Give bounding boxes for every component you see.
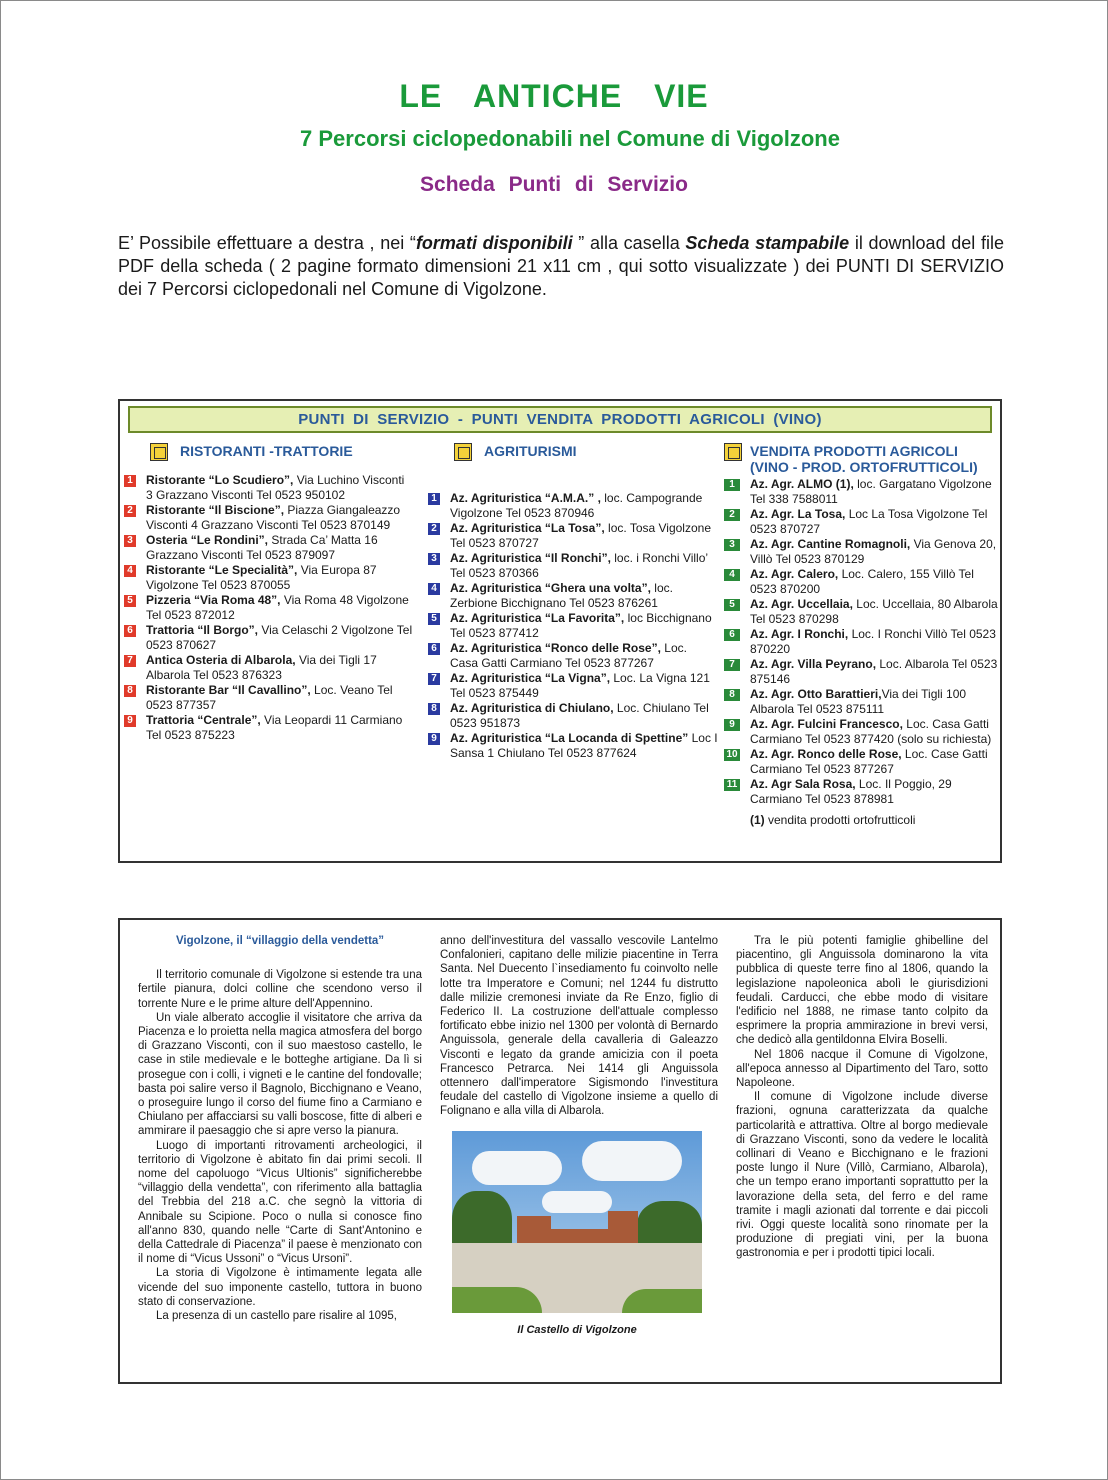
agriturismo-item-text: Az. Agrituristica “Ronco delle Rose”, Loc. Casa Gatti Carmiano Tel 0523 877267 [450, 641, 687, 670]
vendita-list [724, 477, 1000, 807]
number-badge: 5 [124, 595, 136, 607]
number-badge: 10 [724, 749, 740, 761]
agriturismo-item-text: Az. Agrituristica “A.M.A.” , loc. Campogrande Vigolzone Tel 0523 870946 [450, 491, 703, 520]
ristorante-item-text: Trattoria “Centrale”, Via Leopardi 11 Carmiano Tel 0523 875223 [146, 713, 403, 742]
number-badge: 4 [124, 565, 136, 577]
agriturismo-item [428, 701, 718, 731]
agriturismo-item [428, 551, 718, 581]
agriturismo-item-text: Az. Agrituristica “La Tosa”, loc. Tosa Vigolzone Tel 0523 870727 [450, 521, 711, 550]
number-badge: 4 [724, 569, 740, 581]
number-badge: 7 [124, 655, 136, 667]
vendita-item [724, 717, 1000, 747]
number-badge: 9 [724, 719, 740, 731]
services-card [118, 399, 1002, 863]
article-paragraph: Luogo di importanti ritrovamenti archeologici, il territorio di Vigolzone è abitato fin dai primi secoli. Il nome del capoluogo “Vìcus Ultionis” significherebbe “villaggio della vendetta”, con riferimento alla battaglia del Trebbia del 218 a.C. che segnò la vittoria di Annibale su Scipione. Poco o nulla si conosce fino all'anno 830, quando nelle “Carte di Sant'Antonino e della Cattedrale di Piacenza” il paese è menzionato con il nome di “Vicus Ussoni” o “Vicus Ursoni”. [138, 1139, 422, 1266]
article-paragraph: Il territorio comunale di Vigolzone si estende tra una fertile pianura, dolci colline che scendono verso il torrente Nure e le prime alture dell'Appennino. [138, 969, 422, 1010]
number-badge: 3 [428, 553, 440, 565]
vendita-item [724, 567, 1000, 597]
agriturismo-item-text: Az. Agrituristica “La Locanda di Spettine” Loc I Sansa 1 Chiulano Tel 0523 877624 [450, 731, 718, 760]
agriturismo-item-text: Az. Agrituristica “La Vigna”, Loc. La Vigna 121 Tel 0523 875449 [450, 671, 710, 700]
ristorante-item-text: Ristorante Bar “Il Cavallino”, Loc. Veano Tel 0523 877357 [146, 683, 393, 712]
ristoranti-heading: RISTORANTI -TRATTORIE [124, 443, 414, 473]
number-badge: 7 [724, 659, 740, 671]
ristorante-item-text: Antica Osteria di Albarola, Via dei Tigli 17 Albarola Tel 0523 876323 [146, 653, 377, 682]
article-paragraph: Un viale alberato accoglie il visitatore che arriva da Piacenza e lo proietta nella magica atmosfera del borgo di Grazzano Visconti, con il suo maestoso castello, le case in stile medievale e le botteghe artigiane. Da lì si prosegue con i colli, i vigneti e le cantine del fondovalle; basta poi salire verso il Bagnolo, Bicchignano e Veano, o proseguire lungo il corso del fiume fino a Carmiano e Chiulano per affacciarsi su valli boscose, fitte di alberi e ammirare il paesaggio che si apre verso la pianura. [138, 1011, 422, 1138]
number-badge: 9 [124, 715, 136, 727]
wine-bottle-icon [724, 443, 742, 461]
number-badge: 1 [428, 493, 440, 505]
agriturismo-item [428, 521, 718, 551]
ristorante-item [124, 563, 414, 593]
article-paragraph: La presenza di un castello pare risalire al 1095, [156, 1310, 398, 1323]
vendita-item-text: Az. Agr. Villa Peyrano, Loc. Albarola Tel 0523 875146 [750, 657, 998, 686]
ristoranti-list [124, 473, 414, 743]
number-badge: 9 [428, 733, 440, 745]
number-badge: 3 [124, 535, 136, 547]
vendita-item [724, 657, 1000, 687]
agriturismi-list [428, 491, 718, 761]
agriturismo-item-text: Az. Agrituristica “Ghera una volta”, loc. Zerbione Bicchignano Tel 0523 876261 [450, 581, 673, 610]
agriturismi-column [428, 443, 718, 761]
page-subtitle: 7 Percorsi ciclopedonabili nel Comune di Vigolzone [300, 126, 840, 151]
article-column-1 [138, 934, 422, 1323]
ristoranti-column [124, 443, 414, 743]
vendita-item [724, 537, 1000, 567]
intro-paragraph: E’ Possibile effettuare a destra , nei “formati disponibili ” alla casella Scheda stampabile il download del file PDF della scheda ( 2 pagine formato dimensioni 21 x11 cm , qui sotto visualizzate ) dei PUNTI DI SERVIZIO dei 7 Percorsi ciclopedonali nel Comune di Vigolzone. [118, 233, 1004, 299]
article-title: Vigolzone, il “villaggio della vendetta” [175, 935, 385, 947]
vendita-item-text: Az. Agr. Ronco delle Rose, Loc. Case Gatti Carmiano Tel 0523 877267 [750, 747, 988, 776]
article-column-3 [736, 934, 988, 1261]
number-badge: 8 [428, 703, 440, 715]
article-card [118, 918, 1002, 1384]
agriturismo-item [428, 491, 718, 521]
vendita-item-text: Az. Agr. Otto Barattieri,Via dei Tigli 100 Albarola Tel 0523 875111 [750, 687, 967, 716]
ristorante-item-text: Trattoria “Il Borgo”, Via Celaschi 2 Vigolzone Tel 0523 870627 [146, 623, 413, 652]
agriturismo-item-text: Az. Agrituristica “Il Ronchi”, loc. i Ronchi Villo’ Tel 0523 870366 [450, 551, 708, 580]
vendita-item-text: Az. Agr. Cantine Romagnoli, Via Genova 20, Villò Tel 0523 870129 [750, 537, 997, 566]
ristorante-item [124, 503, 414, 533]
number-badge: 6 [428, 643, 440, 655]
ristorante-item [124, 473, 414, 503]
agriturismo-item [428, 641, 718, 671]
article-paragraph: Nel 1806 nacque il Comune di Vigolzone, all'epoca annesso al Dipartimento del Taro, sotto Napoleone. [736, 1048, 988, 1090]
vendita-item-text: Az. Agr. Calero, Loc. Calero, 155 Villò Tel 0523 870200 [750, 567, 974, 596]
vendita-item-text: Az. Agr Sala Rosa, Loc. Il Poggio, 29 Carmiano Tel 0523 878981 [750, 777, 952, 806]
article-column-2-text: anno dell'investitura del vassallo vescovile Lantelmo Confalonieri, capitano delle milizie piacentine in Terra Santa. Nel Duecento l`insediamento fu coinvolto nelle lotte tra Imperatore e Comuni; nel 1244 fu distrutto dalle milizie cremonesi inviate da Re Enzo, figlio di Federico II. La costruzione dell'attuale complesso fortificato ebbe inizio nel 1300 per volontà di Bernardo Anguissola, generale della cavalleria di Galeazzo Visconti e legato da grande amicizia con il poeta Francesco Petrarca. Nei 1414 gli Anguissola ottennero dall'imperatore Sigismondo l'investitura feudale del castello di Vigolzone insieme a quello di Folignano e alla villa di Albarola. [440, 935, 718, 1118]
vendita-item [724, 597, 1000, 627]
ristorante-item-text: Pizzeria “Via Roma 48”, Via Roma 48 Vigolzone Tel 0523 872012 [146, 593, 409, 622]
vendita-item-text: Az. Agr. Fulcini Francesco, Loc. Casa Gatti Carmiano Tel 0523 877420 (solo su richiesta) [750, 717, 992, 746]
vendita-item [724, 747, 1000, 777]
farmhouse-icon [454, 443, 472, 461]
number-badge: 2 [428, 523, 440, 535]
castle-photo [452, 1131, 702, 1313]
ristorante-item [124, 623, 414, 653]
number-badge: 5 [428, 613, 440, 625]
article-column-2 [440, 934, 718, 1337]
number-badge: 11 [724, 779, 740, 791]
agriturismo-item-text: Az. Agrituristica di Chiulano, Loc. Chiulano Tel 0523 951873 [450, 701, 709, 730]
number-badge: 1 [124, 475, 136, 487]
vendita-item [724, 687, 1000, 717]
agriturismo-item-text: Az. Agrituristica “La Favorita”, loc Bicchignano Tel 0523 877412 [450, 611, 712, 640]
number-badge: 8 [124, 685, 136, 697]
number-badge: 6 [124, 625, 136, 637]
ristorante-item-text: Ristorante “Il Biscione”, Piazza Giangaleazzo Visconti 4 Grazzano Visconti Tel 0523 870149 [146, 503, 401, 532]
vendita-item-text: Az. Agr. I Ronchi, Loc. I Ronchi Villò Tel 0523 870220 [750, 627, 996, 656]
vendita-item-text: Az. Agr. Uccellaia, Loc. Uccellaia, 80 Albarola Tel 0523 870298 [750, 597, 998, 626]
ristorante-item-text: Osteria “Le Rondini”, Strada Ca’ Matta 16 Grazzano Visconti Tel 0523 879097 [146, 533, 378, 562]
number-badge: 1 [724, 479, 740, 491]
formati-disponibili-text: formati disponibili [415, 233, 573, 253]
vendita-item [724, 507, 1000, 537]
article-paragraph: La storia di Vigolzone è intimamente legata alle vicende del suo imponente castello, tuttora in buono stato di conservazione. [138, 1267, 422, 1308]
ristorante-item [124, 653, 414, 683]
number-badge: 7 [428, 673, 440, 685]
agriturismo-item [428, 611, 718, 641]
number-badge: 4 [428, 583, 440, 595]
ristorante-item [124, 593, 414, 623]
ristorante-item [124, 533, 414, 563]
number-badge: 2 [124, 505, 136, 517]
article-paragraph: Tra le più potenti famiglie ghibelline del piacentino, gli Anguissola dominarono la vita pubblica di queste terre fino al 1806, quando la legislazione napoleonica abolì le giurisdizioni feudali. Carducci, che ebbe modo di visitare l'edificio nel 1888, ne rimase tanto colpito da esprimere la propria ammirazione in brevi versi, che dedicò alla gentildonna Elvira Boselli. [736, 935, 988, 1047]
page-title: LE ANTICHE VIE [399, 78, 709, 114]
agriturismo-item [428, 581, 718, 611]
vendita-item [724, 777, 1000, 807]
number-badge: 5 [724, 599, 740, 611]
fork-knife-icon [150, 443, 168, 461]
article-paragraph: Il comune di Vigolzone include diverse frazioni, ognuna caratterizzata da qualche particolarità e attrattiva. Oltre al borgo medievale di Grazzano Visconti, sono da vedere le località collinari di Veano e Bicchignano e le frazioni poste lungo il Nure (Villò, Carmiano, Albarola), che un tempo erano importanti soprattutto per la lavorazione della seta, del ferro e del rame tramite i magli azionati dal torrente e dai piccoli rivi. Oggi queste località sono rinomate per la produzione di pregiati vini, per la buona gastronomia e per i prodotti tipici locali. [736, 1091, 988, 1260]
ristorante-item-text: Ristorante “Lo Scudiero”, Via Luchino Visconti 3 Grazzano Visconti Tel 0523 950102 [146, 473, 405, 502]
scheda-stampabile-text: Scheda stampabile [685, 233, 850, 253]
vendita-note: (1) vendita prodotti ortofrutticoli [750, 813, 916, 827]
services-banner: PUNTI DI SERVIZIO - PUNTI VENDITA PRODOTTI AGRICOLI (VINO) [128, 406, 992, 433]
vendita-item [724, 477, 1000, 507]
number-badge: 6 [724, 629, 740, 641]
agriturismo-item [428, 671, 718, 701]
ristorante-item-text: Ristorante “Le Specialità”, Via Europa 87 Vigolzone Tel 0523 870055 [146, 563, 377, 592]
number-badge: 8 [724, 689, 740, 701]
number-badge: 3 [724, 539, 740, 551]
vendita-item [724, 627, 1000, 657]
section-title: Scheda Punti di Servizio [420, 173, 688, 196]
vendita-heading: VENDITA PRODOTTI AGRICOLI (VINO - PROD. ORTOFRUTTICOLI) [724, 443, 1000, 477]
agriturismi-heading: AGRITURISMI [428, 443, 718, 473]
vendita-item-text: Az. Agr. La Tosa, Loc La Tosa Vigolzone Tel 0523 870727 [750, 507, 988, 536]
vendita-column [724, 443, 1000, 828]
agriturismo-item [428, 731, 718, 761]
number-badge: 2 [724, 509, 740, 521]
ristorante-item [124, 713, 414, 743]
ristorante-item [124, 683, 414, 713]
vendita-item-text: Az. Agr. ALMO (1), loc. Gargatano Vigolzone Tel 338 7588011 [750, 477, 992, 506]
photo-caption: Il Castello di Vigolzone [517, 1323, 637, 1336]
